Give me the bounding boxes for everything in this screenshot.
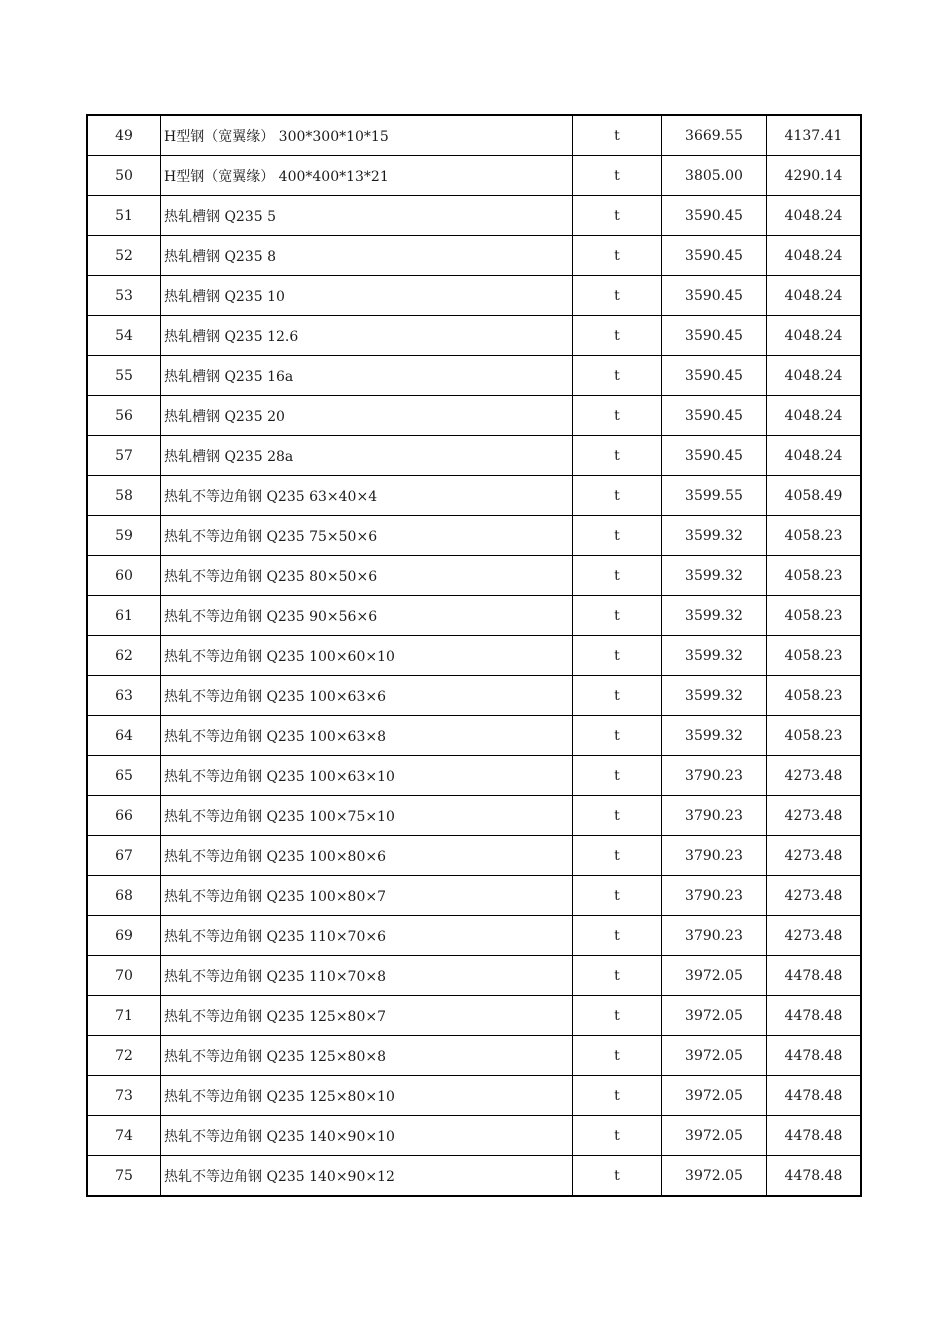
item-name-cell: 热轧不等边角钢 Q235 90×56×6 <box>161 596 573 636</box>
price-table-body <box>87 115 861 1196</box>
table-row <box>87 636 861 676</box>
item-name-cell: 热轧不等边角钢 Q235 140×90×10 <box>161 1116 573 1156</box>
price-cell: 3599.32 <box>662 636 767 676</box>
price-with-tax-cell: 4048.24 <box>767 436 862 476</box>
price-with-tax-cell: 4273.48 <box>767 756 862 796</box>
price-cell: 3590.45 <box>662 436 767 476</box>
item-name-cell: 热轧不等边角钢 Q235 100×60×10 <box>161 636 573 676</box>
unit-cell: t <box>573 196 662 236</box>
price-cell: 3599.32 <box>662 556 767 596</box>
price-with-tax-cell: 4478.48 <box>767 1036 862 1076</box>
price-with-tax-cell: 4478.48 <box>767 1116 862 1156</box>
price-cell: 3590.45 <box>662 396 767 436</box>
row-number-cell: 62 <box>87 636 161 676</box>
table-row <box>87 316 861 356</box>
item-name-cell: H型钢（宽翼缘） 300*300*10*15 <box>161 115 573 156</box>
unit-cell: t <box>573 436 662 476</box>
row-number-cell: 59 <box>87 516 161 556</box>
price-with-tax-cell: 4048.24 <box>767 316 862 356</box>
price-with-tax-cell: 4478.48 <box>767 1156 862 1197</box>
item-name-cell: 热轧不等边角钢 Q235 100×63×10 <box>161 756 573 796</box>
unit-cell: t <box>573 596 662 636</box>
table-row <box>87 836 861 876</box>
unit-cell: t <box>573 156 662 196</box>
price-cell: 3972.05 <box>662 1036 767 1076</box>
row-number-cell: 70 <box>87 956 161 996</box>
row-number-cell: 61 <box>87 596 161 636</box>
price-cell: 3599.32 <box>662 516 767 556</box>
row-number-cell: 53 <box>87 276 161 316</box>
price-cell: 3790.23 <box>662 756 767 796</box>
price-with-tax-cell: 4290.14 <box>767 156 862 196</box>
item-name-cell: 热轧不等边角钢 Q235 125×80×7 <box>161 996 573 1036</box>
table-row <box>87 956 861 996</box>
row-number-cell: 55 <box>87 356 161 396</box>
price-cell: 3590.45 <box>662 356 767 396</box>
table-row <box>87 876 861 916</box>
unit-cell: t <box>573 556 662 596</box>
item-name-cell: 热轧不等边角钢 Q235 100×80×7 <box>161 876 573 916</box>
table-row <box>87 196 861 236</box>
item-name-cell: 热轧不等边角钢 Q235 110×70×6 <box>161 916 573 956</box>
price-with-tax-cell: 4478.48 <box>767 996 862 1036</box>
table-row <box>87 796 861 836</box>
item-name-cell: 热轧不等边角钢 Q235 110×70×8 <box>161 956 573 996</box>
price-with-tax-cell: 4048.24 <box>767 276 862 316</box>
price-with-tax-cell: 4273.48 <box>767 876 862 916</box>
item-name-cell: 热轧不等边角钢 Q235 140×90×12 <box>161 1156 573 1197</box>
row-number-cell: 63 <box>87 676 161 716</box>
unit-cell: t <box>573 236 662 276</box>
unit-cell: t <box>573 115 662 156</box>
price-with-tax-cell: 4048.24 <box>767 396 862 436</box>
row-number-cell: 66 <box>87 796 161 836</box>
price-cell: 3590.45 <box>662 196 767 236</box>
item-name-cell: 热轧不等边角钢 Q235 100×63×8 <box>161 716 573 756</box>
price-with-tax-cell: 4273.48 <box>767 796 862 836</box>
table-row <box>87 156 861 196</box>
unit-cell: t <box>573 1036 662 1076</box>
price-cell: 3972.05 <box>662 1076 767 1116</box>
row-number-cell: 60 <box>87 556 161 596</box>
unit-cell: t <box>573 1156 662 1197</box>
row-number-cell: 57 <box>87 436 161 476</box>
table-row <box>87 1156 861 1197</box>
price-cell: 3972.05 <box>662 996 767 1036</box>
table-row <box>87 356 861 396</box>
table-row <box>87 1076 861 1116</box>
row-number-cell: 72 <box>87 1036 161 1076</box>
price-with-tax-cell: 4058.23 <box>767 556 862 596</box>
item-name-cell: 热轧槽钢 Q235 5 <box>161 196 573 236</box>
table-row <box>87 396 861 436</box>
unit-cell: t <box>573 396 662 436</box>
row-number-cell: 73 <box>87 1076 161 1116</box>
unit-cell: t <box>573 516 662 556</box>
item-name-cell: 热轧槽钢 Q235 20 <box>161 396 573 436</box>
item-name-cell: 热轧不等边角钢 Q235 100×80×6 <box>161 836 573 876</box>
row-number-cell: 50 <box>87 156 161 196</box>
row-number-cell: 75 <box>87 1156 161 1197</box>
item-name-cell: 热轧不等边角钢 Q235 100×75×10 <box>161 796 573 836</box>
unit-cell: t <box>573 876 662 916</box>
item-name-cell: 热轧不等边角钢 Q235 125×80×10 <box>161 1076 573 1116</box>
unit-cell: t <box>573 356 662 396</box>
row-number-cell: 51 <box>87 196 161 236</box>
table-row <box>87 916 861 956</box>
item-name-cell: 热轧不等边角钢 Q235 80×50×6 <box>161 556 573 596</box>
price-cell: 3599.32 <box>662 716 767 756</box>
item-name-cell: 热轧槽钢 Q235 16a <box>161 356 573 396</box>
price-cell: 3590.45 <box>662 316 767 356</box>
price-with-tax-cell: 4058.23 <box>767 636 862 676</box>
unit-cell: t <box>573 276 662 316</box>
table-row <box>87 756 861 796</box>
table-row <box>87 236 861 276</box>
price-cell: 3790.23 <box>662 916 767 956</box>
row-number-cell: 58 <box>87 476 161 516</box>
price-cell: 3599.32 <box>662 596 767 636</box>
table-row <box>87 716 861 756</box>
unit-cell: t <box>573 316 662 356</box>
price-with-tax-cell: 4058.23 <box>767 716 862 756</box>
table-row <box>87 276 861 316</box>
price-with-tax-cell: 4058.23 <box>767 676 862 716</box>
price-cell: 3599.55 <box>662 476 767 516</box>
row-number-cell: 68 <box>87 876 161 916</box>
item-name-cell: H型钢（宽翼缘） 400*400*13*21 <box>161 156 573 196</box>
table-row <box>87 596 861 636</box>
price-with-tax-cell: 4137.41 <box>767 115 862 156</box>
unit-cell: t <box>573 636 662 676</box>
item-name-cell: 热轧槽钢 Q235 8 <box>161 236 573 276</box>
price-with-tax-cell: 4273.48 <box>767 916 862 956</box>
price-with-tax-cell: 4478.48 <box>767 1076 862 1116</box>
item-name-cell: 热轧不等边角钢 Q235 63×40×4 <box>161 476 573 516</box>
unit-cell: t <box>573 1116 662 1156</box>
unit-cell: t <box>573 756 662 796</box>
price-cell: 3790.23 <box>662 876 767 916</box>
price-cell: 3790.23 <box>662 796 767 836</box>
unit-cell: t <box>573 676 662 716</box>
price-with-tax-cell: 4048.24 <box>767 356 862 396</box>
unit-cell: t <box>573 716 662 756</box>
price-with-tax-cell: 4048.24 <box>767 196 862 236</box>
table-row <box>87 556 861 596</box>
table-row <box>87 436 861 476</box>
row-number-cell: 69 <box>87 916 161 956</box>
table-row <box>87 1116 861 1156</box>
price-table <box>86 114 862 1197</box>
item-name-cell: 热轧不等边角钢 Q235 75×50×6 <box>161 516 573 556</box>
table-row <box>87 516 861 556</box>
price-with-tax-cell: 4058.49 <box>767 476 862 516</box>
row-number-cell: 67 <box>87 836 161 876</box>
row-number-cell: 74 <box>87 1116 161 1156</box>
table-row <box>87 676 861 716</box>
table-row <box>87 1036 861 1076</box>
item-name-cell: 热轧槽钢 Q235 28a <box>161 436 573 476</box>
item-name-cell: 热轧槽钢 Q235 12.6 <box>161 316 573 356</box>
row-number-cell: 52 <box>87 236 161 276</box>
row-number-cell: 49 <box>87 115 161 156</box>
unit-cell: t <box>573 996 662 1036</box>
price-with-tax-cell: 4048.24 <box>767 236 862 276</box>
price-with-tax-cell: 4478.48 <box>767 956 862 996</box>
unit-cell: t <box>573 836 662 876</box>
unit-cell: t <box>573 476 662 516</box>
price-cell: 3972.05 <box>662 1116 767 1156</box>
price-cell: 3790.23 <box>662 836 767 876</box>
row-number-cell: 56 <box>87 396 161 436</box>
item-name-cell: 热轧不等边角钢 Q235 125×80×8 <box>161 1036 573 1076</box>
price-cell: 3805.00 <box>662 156 767 196</box>
unit-cell: t <box>573 916 662 956</box>
unit-cell: t <box>573 1076 662 1116</box>
price-with-tax-cell: 4273.48 <box>767 836 862 876</box>
item-name-cell: 热轧不等边角钢 Q235 100×63×6 <box>161 676 573 716</box>
table-row <box>87 115 861 156</box>
unit-cell: t <box>573 796 662 836</box>
row-number-cell: 64 <box>87 716 161 756</box>
price-with-tax-cell: 4058.23 <box>767 596 862 636</box>
unit-cell: t <box>573 956 662 996</box>
table-row <box>87 476 861 516</box>
price-cell: 3972.05 <box>662 1156 767 1197</box>
price-cell: 3590.45 <box>662 276 767 316</box>
price-cell: 3599.32 <box>662 676 767 716</box>
row-number-cell: 65 <box>87 756 161 796</box>
row-number-cell: 71 <box>87 996 161 1036</box>
price-cell: 3669.55 <box>662 115 767 156</box>
row-number-cell: 54 <box>87 316 161 356</box>
price-cell: 3590.45 <box>662 236 767 276</box>
price-cell: 3972.05 <box>662 956 767 996</box>
item-name-cell: 热轧槽钢 Q235 10 <box>161 276 573 316</box>
table-row <box>87 996 861 1036</box>
price-with-tax-cell: 4058.23 <box>767 516 862 556</box>
